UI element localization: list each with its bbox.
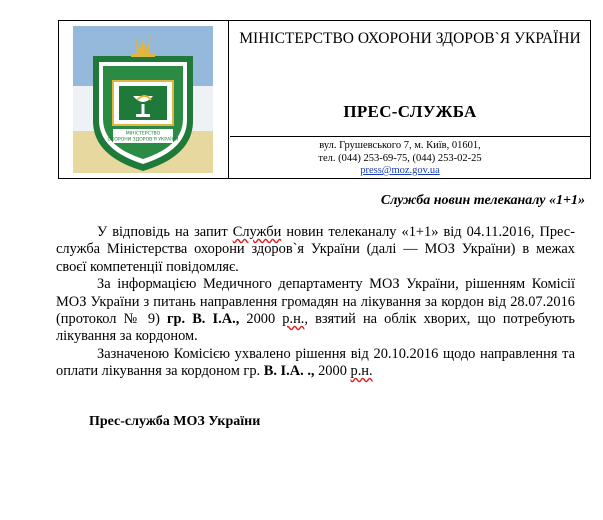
emblem-text-line2: ОХОРОНИ ЗДОРОВ'Я УКРАЇНИ xyxy=(107,137,179,143)
p3-patient-name: В. І.А. ., xyxy=(263,363,315,380)
paragraph-1 xyxy=(56,224,575,276)
logo-cell xyxy=(59,21,229,178)
press-service-title: ПРЕС-СЛУЖБА xyxy=(343,102,477,121)
p2-birth-year-abbr: р.н. xyxy=(282,311,305,328)
contact-block xyxy=(230,140,570,178)
p2-patient-name: гр. В. І.А., xyxy=(166,311,240,328)
p3-text-b: 2000 xyxy=(314,363,351,380)
phone-line: тел. (044) 253-69-75, (044) 253-02-25 xyxy=(318,152,482,164)
emblem-text-line1: МІНІСТЕРСТВО xyxy=(125,131,161,137)
paragraph-3 xyxy=(56,346,575,381)
p3-text-a: Зазначеною Комісією ухвалено рішення від 20.10.2016 щодо направлення та оплати лікування за кордоном гр. xyxy=(56,345,575,380)
signature: Прес-служба МОЗ України xyxy=(89,414,261,429)
ministry-name: МІНІСТЕРСТВО ОХОРОНИ ЗДОРОВ`Я УКРАЇНИ xyxy=(239,30,581,47)
email-link[interactable]: press@moz.gov.ua xyxy=(360,165,440,176)
p2-text-c: , взятий на облік хворих, що потребують лікування за кордоном. xyxy=(56,311,575,345)
paragraph-2 xyxy=(56,276,575,346)
letterhead xyxy=(58,20,591,179)
p2-text-b: 2000 xyxy=(239,311,283,328)
p1-spellcheck-word: Служби xyxy=(232,224,282,240)
p3-birth-year-abbr: р.н. xyxy=(350,363,373,380)
p2-text-a: За інформацією Медичного департаменту МОЗ України, рішенням Комісії МОЗ України з питань направлення громадян на лікування за кордон від 28.07.2016 (протокол № 9) xyxy=(56,276,575,328)
ministry-emblem-icon xyxy=(73,26,213,173)
addressee: Служба новин телеканалу «1+1» xyxy=(380,193,585,208)
address-line: вул. Грушевського 7, м. Київ, 01601, xyxy=(319,140,481,151)
p1-text-a: У відповідь на запит xyxy=(97,224,233,240)
p1-text-c: новин телеканалу «1+1» від 04.11.2016, Прес-служба Міністерства охорони здоров`я України (далі — МОЗ України) в межах своєї компетенції повідомляє. xyxy=(56,224,575,275)
contact-row xyxy=(230,136,590,178)
letter-body xyxy=(56,224,575,381)
